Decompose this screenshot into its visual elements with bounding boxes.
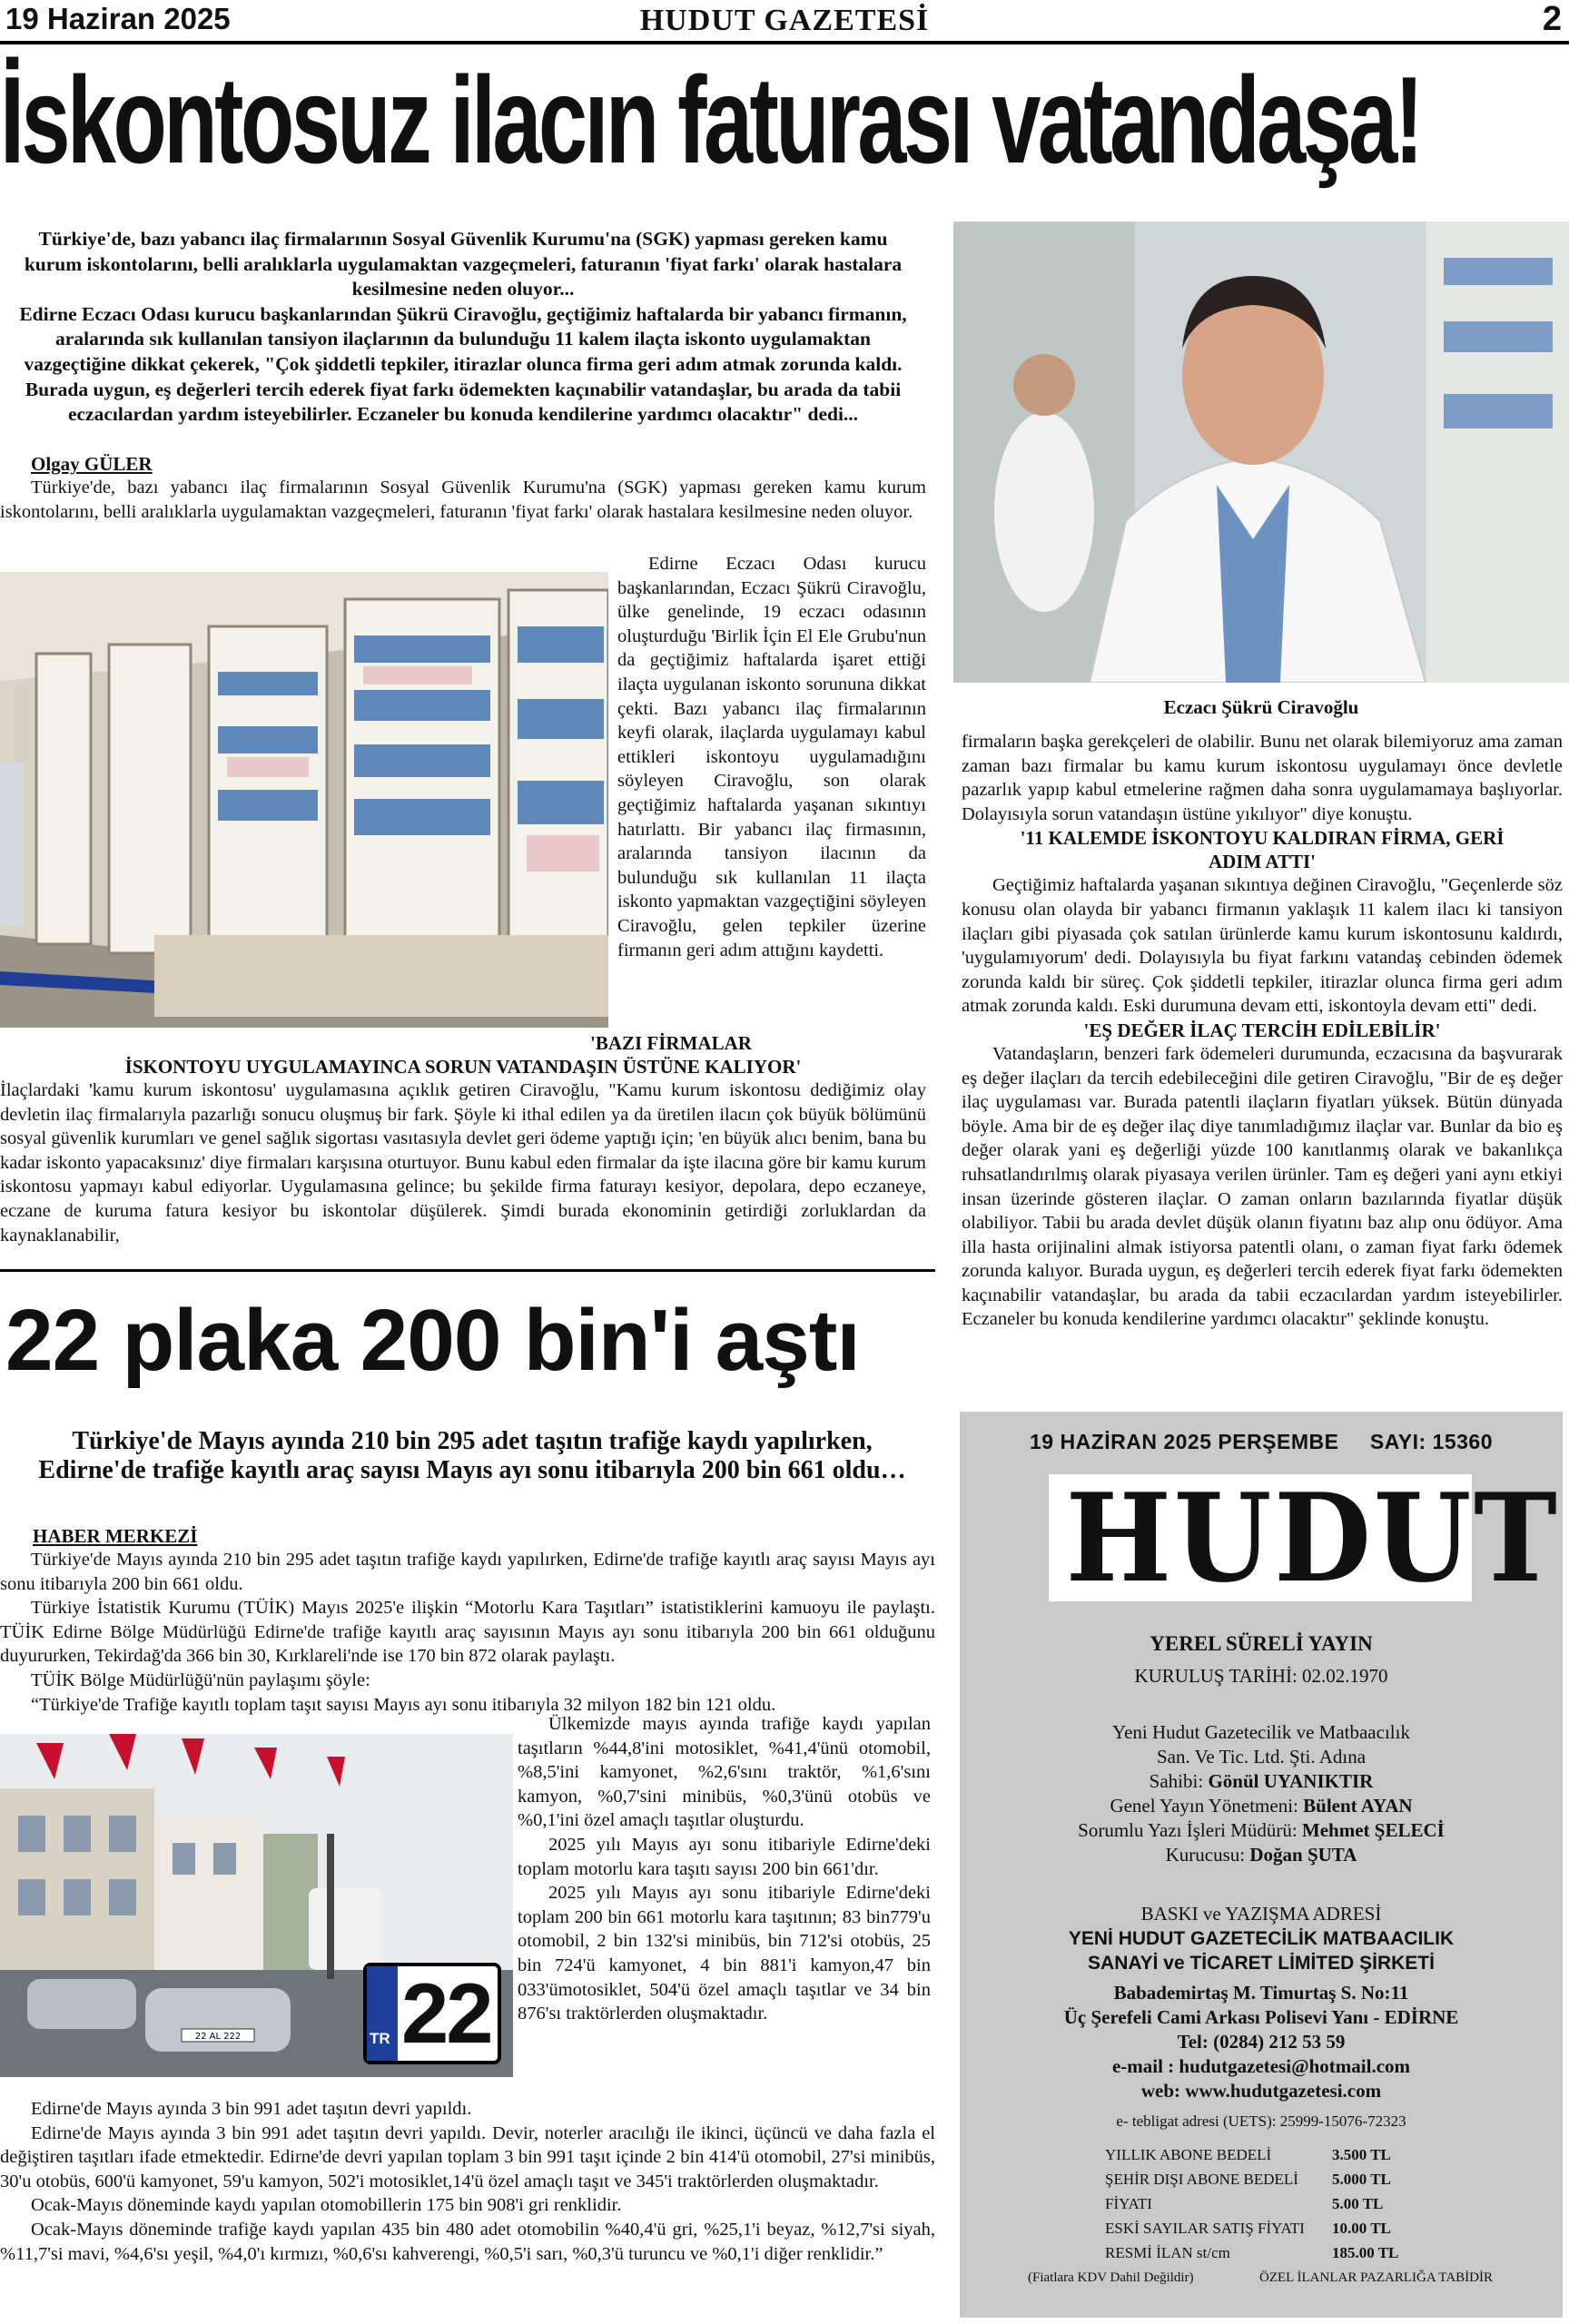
subhead2-line1: '11 KALEMDE İSKONTOYU KALDIRAN FİRMA, GERİ [1020,827,1505,850]
article2-col3: 2025 yılı Mayıs ayı sonu itibariyle Edirne'deki toplam 200 bin 661 motorlu kara taşıtının; 83 bin779'u otomobil, 2 bin 132'si minibüs, bin 712'si otobüs, 25 bin 724'ü kamyonet, 4 bin 881'i kamyon,47 bin 033'ümotosiklet, 504'ü özel amaçlı taşıtlar ve 34 bin 876'sı traktörlerden oluşmaktadır. [518,1883,931,2024]
sahibi-name: Gönül UYANIKTIR [1208,1770,1374,1792]
kurucu-label: Kurucusu: [1165,1844,1250,1866]
article2-p7: Ocak-Mayıs döneminde kaydı yapılan otomobillerin 175 bin 908'i gri renklidir. [31,2195,622,2216]
phone: Tel: (0284) 212 53 59 [1177,2031,1346,2053]
masthead-date-issue: 19 HAZİRAN 2025 PERŞEMBE SAYI: 15360 [1029,1430,1494,1453]
article1-right-column [962,730,1563,1332]
genel-line [960,1794,1563,1818]
price-label: FİYATI [1105,2195,1152,2212]
article2-closing [0,2097,935,2266]
article1-subhead3: 'EŞ DEĞER İLAÇ TERCİH EDİLEBİLİR' [1083,1019,1441,1041]
article2-lede: Türkiye'de Mayıs ayında 210 bin 295 adet taşıtın trafiğe kaydı yapılırken, Edirne'de trafiğe kayıtlı araç sayısı Mayıs ayı sonu itibarıyla 200 bin 661 oldu… [38,1427,906,1484]
car-plate-text: 22 AL 222 [194,2032,242,2042]
kurucu-line [960,1843,1563,1867]
masthead-uets: e- tebligat adresi (UETS): 25999-15076-72323 [1116,2112,1406,2130]
article1-lede-p1: Türkiye'de, bazı yabancı ilaç firmalarının Sosyal Güvenlik Kurumu'na (SGK) yapması gereken kamu kurum iskontolarını, belli aralıklarla uygulamaktan vazgeçmeleri, faturanın 'fiyat farkı' olarak hastalara kesilmesine neden oluyor... [24,228,903,300]
price-row [1105,2240,1468,2265]
article1-subhead2 [962,826,1563,873]
price-row [1105,2191,1468,2216]
subhead1-line1: 'BAZI FİRMALAR [590,1032,752,1054]
article1-lede [9,227,917,428]
masthead-logo: HUDUT [1065,1466,1560,1610]
portrait-caption: Eczacı Şükrü Ciravoğlu [1163,696,1359,718]
masthead-yayin: YEREL SÜRELİ YAYIN [1150,1632,1373,1655]
address-line2: Üç Şerefeli Cami Arkası Polisevi Yanı - EDİRNE [1063,2006,1459,2028]
masthead-company [960,1720,1563,1867]
right-col-para2: Geçtiğimiz haftalarda yaşanan sıkıntıya değinen Ciravoğlu, "Geçenlerde söz konusu olan olayda bir yabancı firmanın yaklaşık 11 kalem ilacı ki tansiyon ilaçları gibi piyasada çok satılan ürünlerde kamu kurum iskontosunu kaldırdı, 'uygulamıyorum' dedi. Dolayısıyla bu fiyat farkını vatandaş cebinden ödemek zorunda kaldı bir süreç. Çok şiddetli tepkiler, itirazlar olunca firma geri adım atmak zorunda kaldı. Eski durumuna devam etti, iskontoyla devam etti" dedi. [962,875,1563,1017]
article1-author: Olgay GÜLER [31,453,153,475]
article1-headline: İskontosuz ilacın faturası vatandaşa! [0,51,1421,189]
company-line1: Yeni Hudut Gazetecilik ve Matbaacılık [1112,1721,1410,1743]
matbaa-line2: SANAYİ ve TİCARET LİMİTED ŞİRKETİ [1088,1953,1435,1974]
price-value: 3.500 TL [1332,2146,1391,2163]
kurucu-name: Doğan ŞUTA [1249,1844,1357,1866]
issue-date: 19 Haziran 2025 [5,2,231,35]
article1-column [617,552,926,962]
article2-intro [0,1548,935,1717]
sorumlu-name: Mehmet ŞELECİ [1301,1819,1445,1841]
sahibi-line [960,1769,1563,1794]
article2-p4: “Türkiye'de Trafiğe kayıtlı toplam taşıt sayısı Mayıs ayı sonu itibarıyla 32 milyon 182 bin 121 oldu. [31,1694,776,1715]
pharmacy-shelves-image [0,572,608,1028]
paper-name: HUDUT GAZETESİ [639,4,930,37]
price-row [1105,2167,1468,2191]
subhead1-line2: İSKONTOYU UYGULAMAYINCA SORUN VATANDAŞIN ÜSTÜNE KALIYOR' [124,1056,802,1078]
sorumlu-line [960,1818,1563,1843]
article1-column-text: Edirne Eczacı Odası kurucu başkanlarından, Eczacı Şükrü Ciravoğlu, ülke genelinde, 19 eczacı odasının oluşturduğu 'Birlik İçin El Ele Grubu'nun da geçtiğimiz haftalarda işaret ettiği ilaçta uygulanan iskonto sorununa dikkat çekti. Bazı yabancı ilaç firmalarının keyfi olarak, ilaçlarda uygulamayı kabul ettikleri iskontoyu uygulamadığını söyleyen Ciravoğlu, son olarak geçtiğimiz haftalarda yaşanan sıkıntıyı hatırlattı. Bir yabancı ilaç firmasının, aralarında tansiyon ilacının da bulunduğu sık kullanılan 11 ilaçta iskonto yapmaktan vazgeçtiğini söyleyen Ciravoğlu, gelen tepkiler üzerine firmanın geri adım attığını kaydetti. [617,554,926,960]
masthead-kurulus: KURULUŞ TARİHİ: 02.02.1970 [1134,1665,1388,1687]
article2-p6: Edirne'de Mayıs ayında 3 bin 991 adet taşıtın devri yapıldı. Devir, noterler aracılığı ile ikinci, üçüncü ve daha fazla el değiştiren taşıtları ifade etmektedir. Edirne'de devri yapılan toplam 3 bin 991 taşıt içinde 2 bin 414'ü otomobil, 27'si minibüs, 30'u otobüs, 600'ü kamyonet, 59'u kamyon, 502'i motosiklet,14'ü özel amaçlı taşıt ve 345'i traktörlerden oluşmaktadır. [0,2122,935,2191]
price-value: 5.00 TL [1332,2195,1384,2212]
price-value: 10.00 TL [1332,2220,1391,2237]
plate-tr: TR [370,2030,390,2047]
genel-label: Genel Yayın Yönetmeni: [1110,1795,1304,1817]
right-col-para1: firmaların başka gerekçeleri de olabilir. Bunu net olarak bilemiyoruz ama zaman zaman bazı firmalar bu kamu kurum iskontosu uygulamayı önce devletle pazarlık yapıp kabul etmelerine rağmen daha sonra uygulamamaya başlıyorlar. Dolayısıyla sorun vatandaşın üstüne yıkılıyor" diye konuştu. [962,732,1563,824]
article2-p8: Ocak-Mayıs döneminde trafiğe kaydı yapılan 435 bin 480 adet otomobilin %40,4'ü gri, %25,1'i beyaz, %12,7'si siyah, %11,7'si mavi, %4,6'sı yeşil, %4,0'ı kırmızı, %0,6'sı kahverengi, %0,5'i sarı, %0,3'ü turuncu ve %0,1'i diğer renklidir.” [0,2219,935,2264]
masthead-box [960,1412,1563,2318]
article1-body-after-subhead [0,1078,926,1247]
masthead-baski: BASKI ve YAZIŞMA ADRESİ [1140,1903,1382,1925]
price-list [1105,2142,1468,2265]
section-divider [0,1269,935,1272]
pharmacy-shelves-photo [0,572,608,1028]
article2-p5: Edirne'de Mayıs ayında 3 bin 991 adet taşıtın devri yapıldı. [31,2099,472,2119]
masthead-address [960,1981,1563,2103]
article1-intro [0,476,926,524]
portrait-photo [953,222,1569,683]
article2-p1: Türkiye'de Mayıs ayında 210 bin 295 adet taşıtın trafiğe kaydı yapılırken, Edirne'de trafiğe kayıtlı araç sayısı Mayıs ayı sonu itibarıyla 200 bin 661 oldu. [0,1550,935,1594]
price-label: YILLIK ABONE BEDELİ [1105,2146,1272,2163]
subhead2-line2: ADIM ATTI' [1208,851,1317,873]
masthead-matbaa [960,1926,1563,1975]
price-row [1105,2216,1468,2240]
license-plate-badge [363,1963,501,2064]
masthead-logo-box [1049,1466,1560,1610]
plate-number: 22 [401,1965,491,2061]
price-value: 5.000 TL [1332,2171,1391,2188]
sorumlu-label: Sorumlu Yazı İşleri Müdürü: [1078,1819,1302,1841]
price-label: ESKİ SAYILAR SATIŞ FİYATI [1105,2220,1305,2237]
company-line2: San. Ve Tic. Ltd. Şti. Adına [1156,1746,1367,1768]
article2-p2: Türkiye İstatistik Kurumu (TÜİK) Mayıs 2025'e ilişkin “Motorlu Kara Taşıtları” istatistiklerini kamuoyu ile paylaştı. TÜİK Edirne Bölge Müdürlüğü Edirne'de trafiğe kayıtlı araç sayısının Mayıs ayı sonu itibarıyla 200 bin 661 olduğunu duyururken, Tekirdağ'da 366 bin 30, Kırklareli'nde ise 170 bin 872 olarak paylaştı. [0,1598,935,1667]
genel-name: Bülent AYAN [1303,1795,1413,1817]
header-rule [0,41,1569,44]
address-line1: Babademirtaş M. Timurtaş S. No:11 [1113,1982,1409,2004]
matbaa-line1: YENİ HUDUT GAZETECİLİK MATBAACILIK [1068,1928,1455,1949]
website[interactable]: web: www.hudutgazetesi.com [1140,2080,1382,2102]
kdv-note: (Fiatlara KDV Dahil Değildir) [1028,2270,1194,2285]
article2-col1: Ülkemizde mayıs ayında trafiğe kaydı yapılan taşıtların %44,8'ini motosiklet, %41,4'ünü otomobil, %8,5'ini kamyonet, %2,6'sını traktör, %1,6'sını kamyon, %0,7'sini minibüs, %0,3'ünü otobüs ve %0,1'ini özel amaçlı taşıtlar oluşturdu. [518,1714,931,1831]
ozel-ilan-note: ÖZEL İLANLAR PAZARLIĞA TABİDİR [1259,2270,1493,2285]
price-label: ŞEHİR DIŞI ABONE BEDELİ [1105,2171,1298,2188]
article1-intro-text: Türkiye'de, bazı yabancı ilaç firmalarının Sosyal Güvenlik Kurumu'na (SGK) yapması gereken kamu kurum iskontolarını, belli aralıklarla uygulamaktan vazgeçmeleri, faturanın 'fiyat farkı' olarak hastalara kesilmesine neden oluyor. [0,478,926,522]
price-label: RESMİ İLAN st/cm [1105,2244,1230,2261]
price-value: 185.00 TL [1332,2244,1399,2261]
article1-subhead1 [0,1031,926,1078]
article2-author: HABER MERKEZİ [33,1525,198,1547]
article1-para-quote: İlaçlardaki 'kamu kurum iskontosu' uygulamasına açıklık getiren Ciravoğlu, "Kamu kurum iskontosu dediğimiz olay devletin ilaç firmalarıyla pazarlığı sonucu oluşmuş bir fark. Şöyle ki ithal edilen ya da üretilen ilacın çok büyük bölümünü sosyal güvenlik kurumları ve genel sağlık sigortası vasıtasıyla devlet geri ödeme yaptığı için; 'en büyük alıcı benim, bana bu kadar iskonto yapacaksınız' diye firmaları karşısına oturtuyor. Bunu kabul eden firmalar da işte ilacına göre bir kamu kurum iskontosu yapmayı kabul ediyorlar. Uygulamasına gelince; bu şekilde firma faturayı kesiyor, depolara, depo eczaneye, eczane de kuruma fatura kesiyor bu iskontolar düşülerek. Şimdi burada ekonominin getirdiği zorluklardan da kaynaklanabilir, [0,1080,926,1246]
article1-lede-p2: Edirne Eczacı Odası kurucu başkanlarından Şükrü Ciravoğlu, geçtiğimiz haftalarda bir yabancı firmanın, aralarında sık kullanılan tansiyon ilaçlarının da bulunduğu 11 kalem ilaçta iskonto uygulamaktan vazgeçtiğine dikkat çekerek, "Çok şiddetli tepkiler, itirazlar olunca firma geri adım atmak zorunda kaldı. Burada uygun, eş değerleri tercih ederek fiyat farkı ödemekten kaçınabilir vatandaşlar, bu arada da tabii eczacılardan yardım isteyebilirler. Eczaneler bu konuda kendilerine yardımcı olacaktır" dedi... [19,302,907,426]
price-row [1105,2142,1468,2167]
article2-col2: 2025 yılı Mayıs ayı sonu itibariyle Edirne'deki toplam motorlu kara taşıtı sayısı 200 bin 661'dır. [518,1834,931,1879]
portrait-image [953,222,1569,683]
article2-headline: 22 plaka 200 bin'i aştı [5,1292,860,1389]
right-col-para3: Vatandaşların, benzeri fark ödemeleri durumunda, eczacısına da başvurarak eş değer ilaçları da tercih edebileceğini dile getiren Ciravoğlu, "Bir de eş değer ilaç uygulaması var. Burada patentli ilaçların fiyatları yüksek. Bütün dünyada böyle. Ama bir de eş değer ilaç diye tanımladığımız ilaçlar var. Bunlar da bio eş değer olarak yani eş değerliği yüzde 100 kanıtlanmış olarak ve bakanlıkça ruhsatlandırılmış olarak piyasaya verilen ürünler. Tam eş değeri yani aynı etkiyi insan üzerinde gösteren ilaçlar. O zaman onların bazılarında fiyatlar düşük olabiliyor. Tabii bu arada devlet düşük olanın fiyatını baz alıp onu ödüyor. Ama illa hasta orijinalini almak istiyorsa patentli olanı, o zaman fiyat farkı ödemek zorunda kalıyor. Burada uygun, eş değerleri tercih ederek fiyat farkı ödemekten kaçınabilir vatandaşlar, bu arada da tabii eczacılardan yardım isteyebilirler. Eczaneler bu konuda kendilerine yardımcı olacaktır" şeklinde konuştu. [962,1043,1563,1330]
article2-p3: TÜİK Bölge Müdürlüğü'nün paylaşımı şöyle: [31,1669,370,1690]
page-number: 2 [1542,0,1562,38]
article2-column [518,1712,931,2026]
email[interactable]: e-mail : hudutgazetesi@hotmail.com [1111,2055,1411,2077]
sahibi-label: Sahibi: [1149,1770,1209,1792]
